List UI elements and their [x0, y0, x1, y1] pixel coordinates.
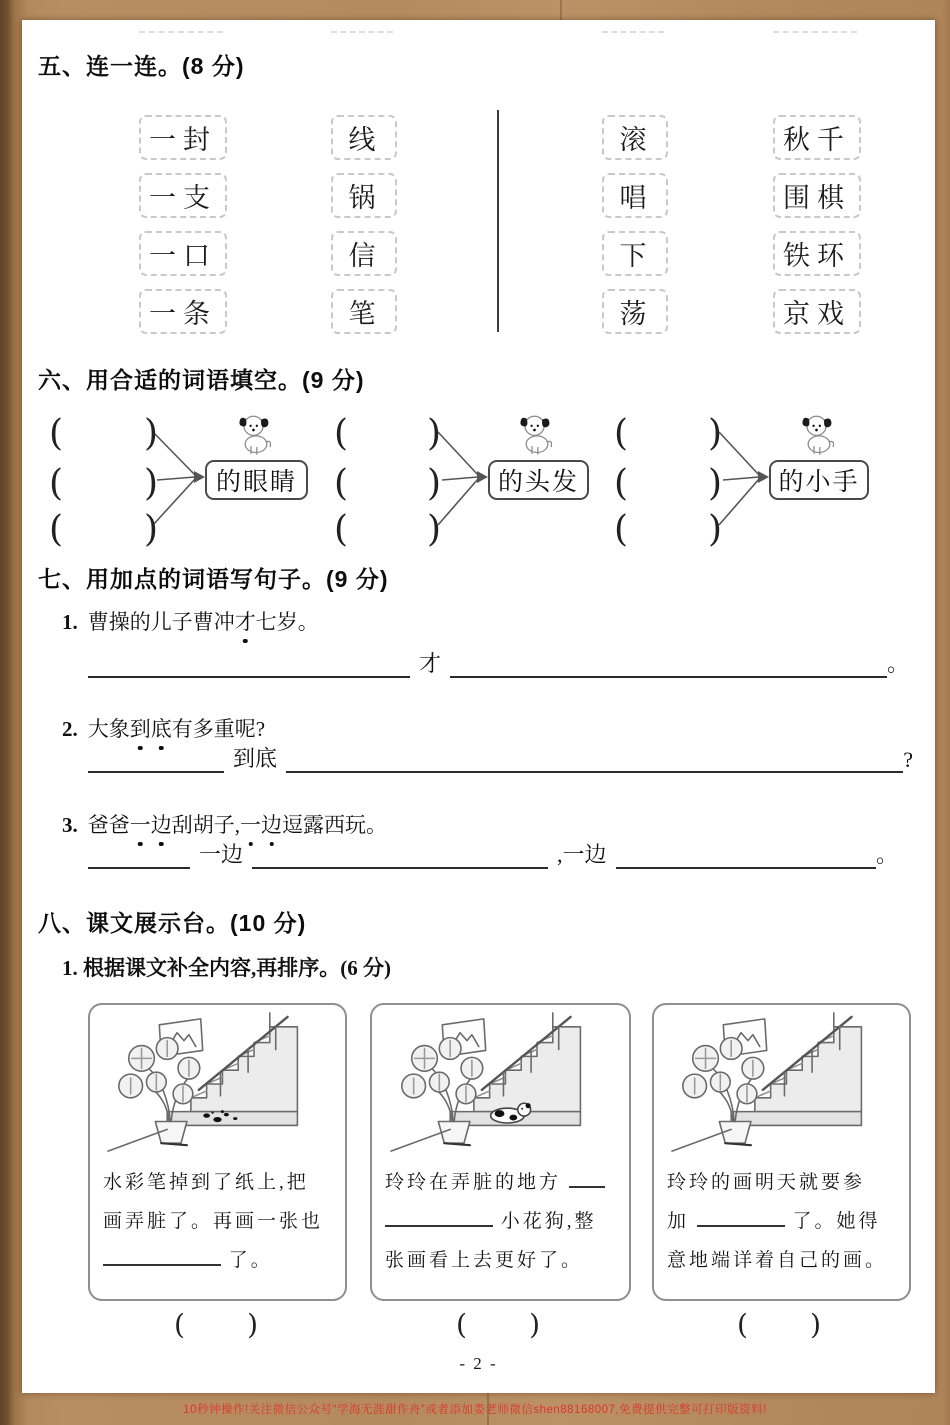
worksheet-page	[22, 20, 935, 1393]
match-word: 一口	[139, 231, 227, 276]
sentence-text: 爸爸一边刮胡子,一边逗露西玩。	[88, 813, 387, 837]
card-text	[103, 1163, 334, 1280]
match-word: 铁环	[773, 231, 861, 276]
answer-line	[88, 739, 913, 773]
staircase-illustration	[96, 1011, 339, 1159]
blank-paren-open: (	[49, 509, 64, 550]
footer-promo-text: 10秒钟操作!关注微信公众号“学海无涯甜作舟”或者添加娄老师微信shen88168007,免费提供完整可打印版资料!	[183, 1404, 767, 1416]
section5-title: 五、连一连。(8 分)	[38, 53, 245, 79]
card-line: 张画看上去更好了。	[385, 1250, 584, 1271]
item-number: 3.	[62, 813, 78, 837]
answer-blank	[616, 844, 876, 869]
sentence-text: 大象到底有多重呢?	[88, 717, 265, 741]
blank-paren-open: (	[49, 463, 64, 504]
card-blank	[103, 1246, 221, 1266]
item-number: 2.	[62, 717, 78, 741]
card-line: 小花狗,整	[500, 1211, 597, 1232]
section6-title: 六、用合适的词语填空。(9 分)	[38, 367, 365, 393]
page-number: - 2 -	[459, 1354, 498, 1373]
sentence-item	[62, 606, 319, 636]
card-line: 意地端详着自己的画。	[667, 1250, 888, 1271]
match-word: 一封	[139, 115, 227, 160]
answer-blank	[252, 844, 548, 869]
answer-punct: 。	[886, 651, 909, 676]
puppy-icon	[512, 410, 562, 460]
section7-title: 七、用加点的词语写句子。(9 分)	[38, 566, 389, 592]
card-line: 玲玲在弄脏的地方	[385, 1172, 562, 1193]
blank-paren-close: )	[708, 509, 723, 550]
story-card	[370, 1003, 631, 1301]
answer-blank	[88, 844, 190, 869]
answer-keyword: 一边	[199, 842, 244, 867]
blank-paren-open: (	[334, 413, 349, 454]
blank-paren-open: (	[614, 463, 629, 504]
puppy-icon	[231, 410, 281, 460]
answer-keyword: 到底	[233, 746, 278, 771]
match-word: 围棋	[773, 173, 861, 218]
puppy-icon	[794, 410, 844, 460]
match-word: 锅	[331, 173, 397, 218]
sentence-text: 曹操的儿子曹冲才七岁。	[88, 610, 319, 634]
blank-paren-close: )	[427, 413, 442, 454]
answer-keyword: 才	[419, 651, 442, 676]
blank-paren-close: )	[427, 463, 442, 504]
card-line: 了。她得	[792, 1211, 881, 1232]
cutoff-box-edge	[139, 31, 223, 33]
card-blank	[385, 1207, 493, 1227]
card-illustration	[378, 1011, 623, 1159]
blank-paren-open: (	[334, 509, 349, 550]
phrase-box: 的小手	[769, 460, 869, 500]
story-card	[652, 1003, 911, 1301]
answer-blank	[88, 748, 224, 773]
answer-blank	[88, 653, 410, 678]
paper-crease	[560, 0, 562, 20]
answer-punct: 。	[875, 842, 898, 867]
card-illustration	[660, 1011, 903, 1159]
card-line: 画弄脏了。再画一张也	[103, 1211, 324, 1232]
blank-paren-open: (	[614, 413, 629, 454]
answer-keyword: ,一边	[557, 842, 607, 867]
answer-line	[88, 644, 909, 678]
match-word: 线	[331, 115, 397, 160]
blank-paren-open: (	[49, 413, 64, 454]
item-number: 1.	[62, 610, 78, 634]
card-line: 了。	[228, 1250, 273, 1271]
match-word: 荡	[602, 289, 668, 334]
column-divider	[497, 110, 499, 332]
match-word: 秋千	[773, 115, 861, 160]
phrase-box: 的头发	[488, 460, 589, 500]
match-word: 一条	[139, 289, 227, 334]
cutoff-box-edge	[602, 31, 664, 33]
match-word: 下	[602, 231, 668, 276]
answer-blank	[450, 653, 887, 678]
story-card	[88, 1003, 347, 1301]
answer-punct: ?	[903, 747, 913, 772]
answer-line	[88, 835, 898, 869]
blank-paren-close: )	[708, 413, 723, 454]
order-paren: ( )	[174, 1308, 258, 1341]
order-paren: ( )	[456, 1308, 540, 1341]
puppy-icon	[512, 410, 562, 460]
card-illustration	[96, 1011, 339, 1159]
card-text	[385, 1163, 618, 1280]
puppy-icon	[231, 410, 281, 460]
cutoff-box-edge	[773, 31, 857, 33]
blank-paren-close: )	[144, 463, 159, 504]
order-paren: ( )	[737, 1308, 821, 1341]
match-word: 笔	[331, 289, 397, 334]
section8-title: 八、课文展示台。(10 分)	[38, 910, 307, 936]
card-blank	[569, 1168, 605, 1188]
match-word: 滚	[602, 115, 668, 160]
match-word: 一支	[139, 173, 227, 218]
answer-blank	[286, 748, 903, 773]
blank-paren-close: )	[708, 463, 723, 504]
match-word: 唱	[602, 173, 668, 218]
blank-paren-close: )	[144, 509, 159, 550]
blank-paren-close: )	[427, 509, 442, 550]
puppy-icon	[794, 410, 844, 460]
card-blank	[697, 1207, 785, 1227]
cutoff-box-edge	[331, 31, 393, 33]
blank-paren-close: )	[144, 413, 159, 454]
section8-item1: 1. 根据课文补全内容,再排序。(6 分)	[62, 956, 391, 980]
blank-paren-open: (	[334, 463, 349, 504]
phrase-box: 的眼睛	[205, 460, 308, 500]
match-word: 信	[331, 231, 397, 276]
card-line: 加	[667, 1211, 690, 1232]
staircase-illustration	[660, 1011, 903, 1159]
card-text	[667, 1163, 898, 1280]
match-word: 京戏	[773, 289, 861, 334]
card-line: 玲玲的画明天就要参	[667, 1172, 866, 1193]
blank-paren-open: (	[614, 509, 629, 550]
card-line: 水彩笔掉到了纸上,把	[103, 1172, 309, 1193]
staircase-illustration	[378, 1011, 623, 1159]
